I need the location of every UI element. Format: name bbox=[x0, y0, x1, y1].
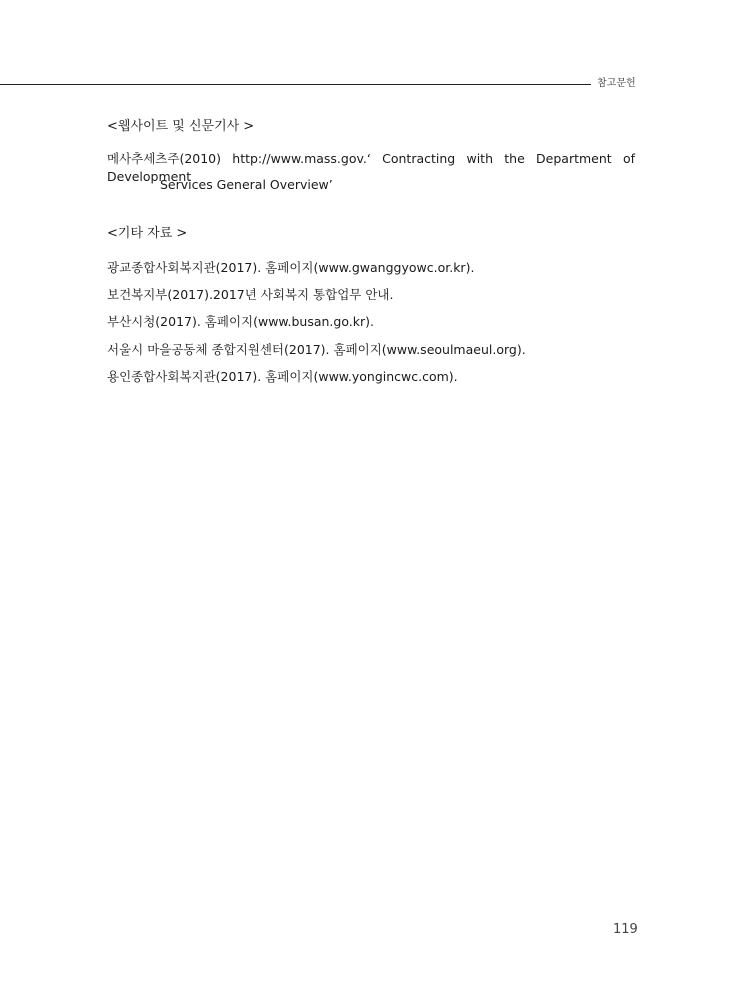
reference-entry: 광교종합사회복지관(2017). 홈페이지(www.gwanggyowc.or.kr). bbox=[107, 260, 475, 275]
reference-entry: 용인종합사회복지관(2017). 홈페이지(www.yongincwc.com). bbox=[107, 369, 458, 384]
page-number: 119 bbox=[613, 922, 638, 937]
reference-entry-continuation: Services General Overview’ bbox=[160, 177, 333, 192]
section-heading-other-materials: <기타 자료 > bbox=[107, 226, 188, 241]
running-title: 참고문헌 bbox=[597, 78, 636, 89]
reference-entry: 부산시청(2017). 홈페이지(www.busan.go.kr). bbox=[107, 314, 374, 329]
header-rule bbox=[0, 84, 591, 85]
reference-entry-line: 메사추세츠주(2010) http://www.mass.gov.‘ Contracting with the Department of Development bbox=[107, 151, 635, 184]
section-heading-websites: <웹사이트 및 신문기사 > bbox=[107, 119, 255, 134]
reference-entry: 보건복지부(2017).2017년 사회복지 통합업무 안내. bbox=[107, 287, 394, 302]
reference-entry: 서울시 마을공동체 종합지원센터(2017). 홈페이지(www.seoulmaeul.org). bbox=[107, 342, 526, 357]
